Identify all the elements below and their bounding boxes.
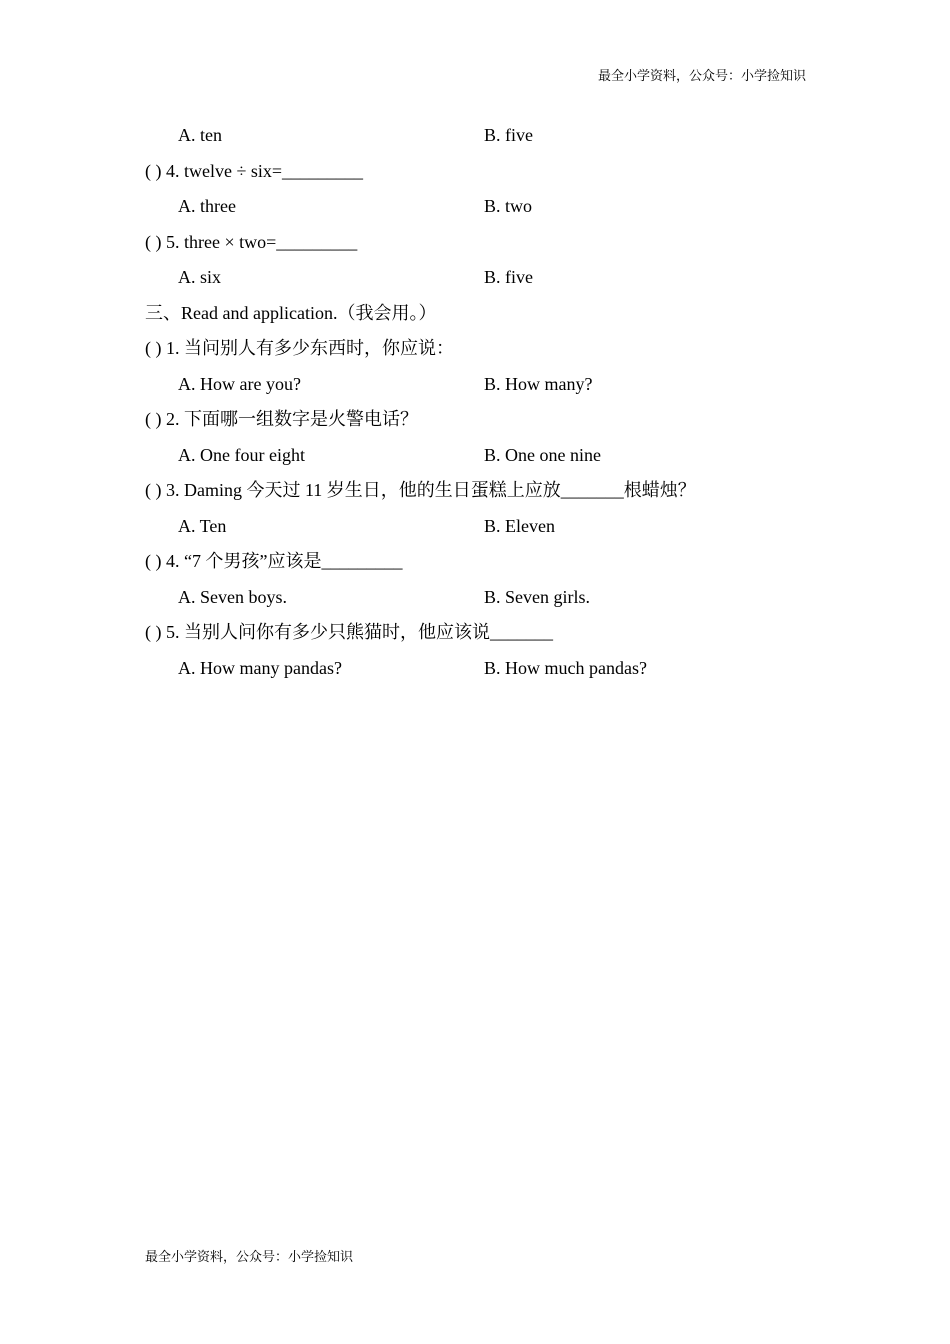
question-options <box>145 260 805 296</box>
question-text: ( ) 4. twelve ÷ six=_________ <box>145 160 364 181</box>
section-heading: 三、Read and application.（我会用。） <box>145 302 437 323</box>
page-footer-note: 最全小学资料，公众号：小学捡知识 <box>145 1249 354 1264</box>
question-text: ( ) 3. Daming 今天过 11 岁生日，他的生日蛋糕上应放_______根蜡烛？ <box>145 480 696 500</box>
option-a: A. How many pandas? <box>178 657 342 678</box>
option-a: A. How are you? <box>178 373 301 394</box>
option-a: A. One four eight <box>178 444 305 465</box>
question-options <box>145 367 805 403</box>
question-text: ( ) 5. three × two=_________ <box>145 231 358 252</box>
option-b: B. Seven girls. <box>484 586 590 607</box>
question-text: ( ) 1. 当问别人有多少东西时，你应说： <box>145 338 454 358</box>
option-b: B. How much pandas? <box>484 657 647 678</box>
question-text: ( ) 4. “7 个男孩”应该是_________ <box>145 551 403 571</box>
option-a: A. three <box>178 196 236 216</box>
option-b: B. five <box>484 125 533 145</box>
option-b: B. How many? <box>484 373 593 394</box>
question-options <box>145 189 805 225</box>
option-b: B. One one nine <box>484 444 601 465</box>
option-a: A. Ten <box>178 515 227 536</box>
question-options <box>145 509 805 545</box>
option-a: A. six <box>178 267 222 287</box>
page-header-note: 最全小学资料，公众号：小学捡知识 <box>597 68 806 83</box>
question-options <box>145 118 805 154</box>
option-b: B. five <box>484 267 533 287</box>
option-a: A. Seven boys. <box>178 586 287 607</box>
question-text: ( ) 2. 下面哪一组数字是火警电话？ <box>145 409 418 429</box>
option-a: A. ten <box>178 125 222 145</box>
question-options <box>145 438 805 474</box>
question-options <box>145 580 805 616</box>
question-text: ( ) 5. 当别人问你有多少只熊猫时，他应该说_______ <box>145 622 553 642</box>
option-b: B. two <box>484 196 533 216</box>
question-options <box>145 651 805 687</box>
worksheet-content <box>145 118 805 686</box>
option-b: B. Eleven <box>484 515 555 536</box>
